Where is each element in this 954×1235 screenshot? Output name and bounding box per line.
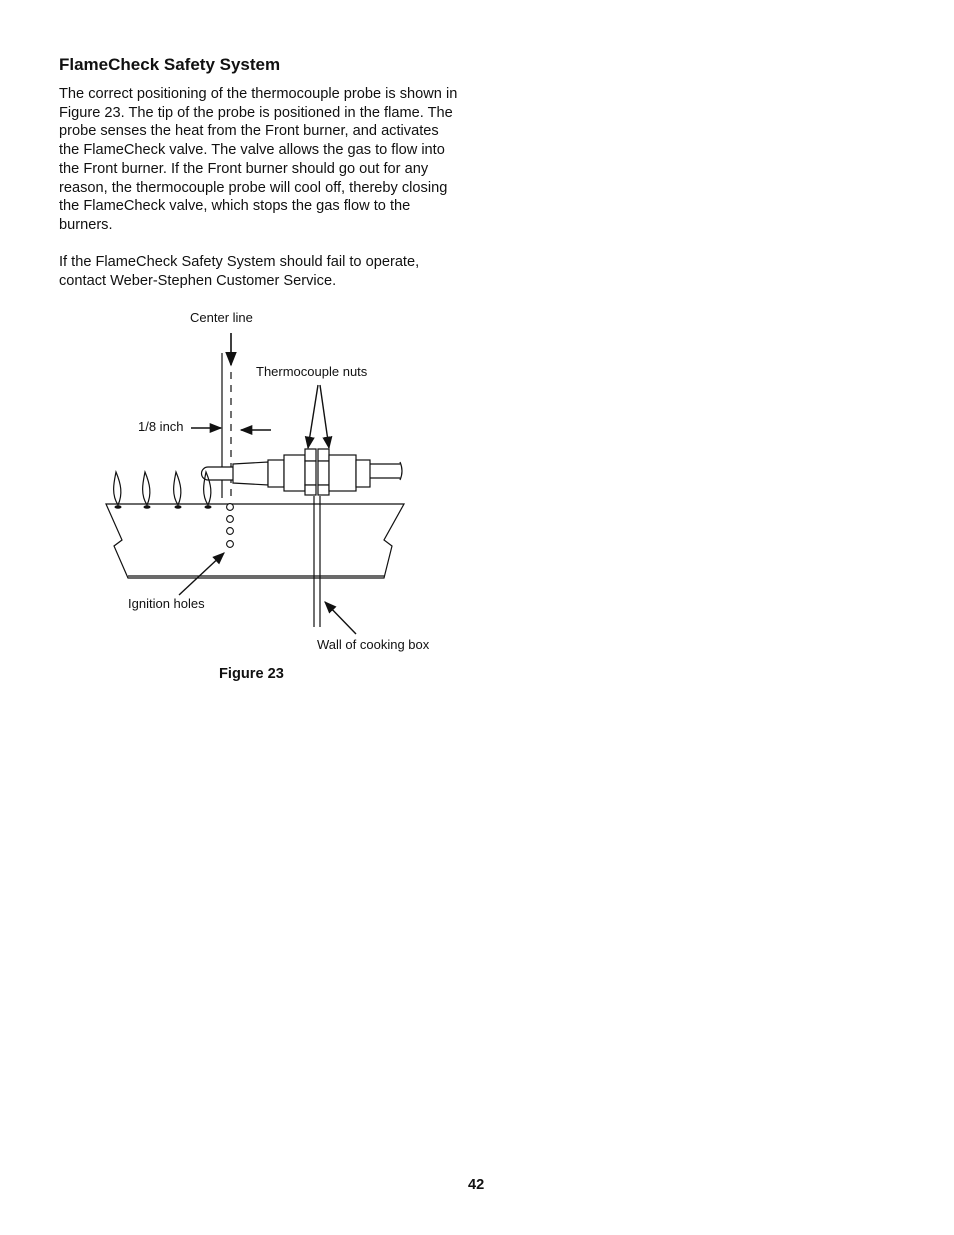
nuts-arrow-right [320,385,329,448]
burner-flames [114,472,211,505]
wall-arrow [325,602,356,634]
label-thermocouple-nuts: Thermocouple nuts [256,364,368,379]
page-number: 42 [468,1177,485,1193]
burner-ports [115,505,212,509]
figure-23-diagram [0,300,520,660]
label-wall-of-cooking-box: Wall of cooking box [317,637,430,652]
paragraph-1: The correct positioning of the thermocouple probe is shown in Figure 23. The tip of the probe is positioned in the flame. The probe senses the heat from the Front burner, and activates the FlameCheck valve. The valve allows the gas to flow into the Front burner. If the Front burner should go out for any reason, the thermocouple probe will cool off, thereby closing the FlameCheck valve, which stops the gas flow to the burners. [59,86,458,233]
label-ignition-holes: Ignition holes [128,596,205,611]
label-eighth-inch: 1/8 inch [138,419,184,434]
section-title: FlameCheck Safety System [59,55,281,74]
ignition-holes [227,504,234,548]
label-center-line: Center line [190,310,253,325]
nuts-arrow-left [308,385,318,448]
paragraph-2: If the FlameCheck Safety System should fail to operate, contact Weber-Stephen Customer Service. [59,254,420,289]
figure-caption: Figure 23 [219,666,284,682]
burner-tube [106,504,404,578]
ignition-holes-arrow [179,553,224,595]
